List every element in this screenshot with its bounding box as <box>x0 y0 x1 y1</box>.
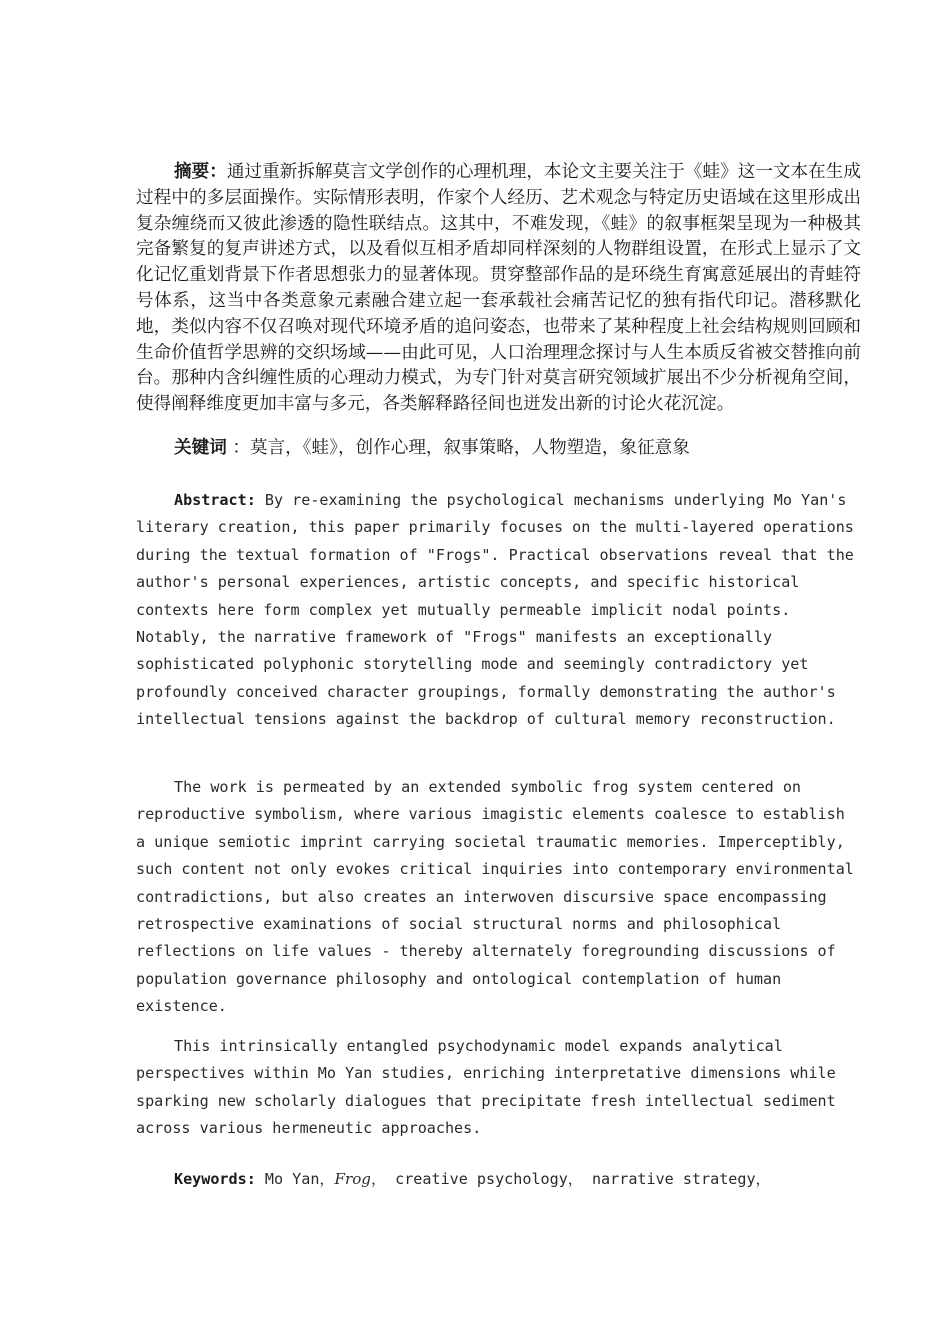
english-abstract-paragraph-1 <box>136 487 861 734</box>
english-abstract-text-1: By re-examining the psychological mechanisms underlying Mo Yan's literary creation, this paper primarily focuses on the multi-layered operations during the textual formation of "Frogs". Practical observations reveal that the author's personal experiences, artistic concepts, and specific historical contexts here form complex yet mutually permeable implicit nodal points. Notably, the narrative framework of "Frogs" manifests an exceptionally sophisticated polyphonic storytelling mode and seemingly contradictory yet profoundly conceived character groupings, formally demonstrating the author's intellectual tensions against the backdrop of cultural memory reconstruction. <box>136 491 854 729</box>
chinese-abstract <box>136 160 861 418</box>
chinese-abstract-text: 通过重新拆解莫言文学创作的心理机理，本论文主要关注于《蛙》这一文本在生成过程中的多层面操作。实际情形表明，作家个人经历、艺术观念与特定历史语域在这里形成出复杂缠绕而又彼此渗透的隐性联结点。这其中，不难发现，《蛙》的叙事框架呈现为一种极其完备繁复的复声讲述方式，以及看似互相矛盾却同样深刻的人物群组设置，在形式上显示了文化记忆重划背景下作者思想张力的显著体现。贯穿整部作品的是环绕生育寓意延展出的青蛙符号体系，这当中各类意象元素融合建立起一套承载社会痛苦记忆的独有指代印记。潜移默化地，类似内容不仅召唤对现代环境矛盾的追问姿态，也带来了某种程度上社会结构规则回顾和生命价值哲学思辨的交织场域——由此可见，人口治理理念探讨与人生本质反省被交替推向前台。那种内含纠缠性质的心理动力模式，为专门针对莫言研究领域扩展出不少分析视角空间，使得阐释维度更加丰富与多元，各类解释路径间也迸发出新的讨论火花沉淀。 <box>136 162 861 415</box>
english-keyword-1: Mo Yan， <box>255 1170 335 1188</box>
chinese-abstract-label: 摘要： <box>174 162 227 182</box>
english-keyword-rest: ， creative psychology， narrative strategy， <box>370 1170 771 1188</box>
chinese-keywords <box>136 436 861 462</box>
chinese-keywords-text: ：莫言，《蛙》，创作心理，叙事策略，人物塑造，象征意象 <box>226 438 690 458</box>
chinese-keywords-label: 关键词 <box>174 438 227 458</box>
english-abstract-paragraph-3: This intrinsically entangled psychodynamic model expands analytical perspectives within Mo Yan studies, enriching interpretative dimensions while sparking new scholarly dialogues that precipitate fresh intellectual sediment across various hermeneutic approaches. <box>136 1037 836 1138</box>
english-keywords <box>136 1166 861 1193</box>
english-abstract-paragraph-2: The work is permeated by an extended symbolic frog system centered on reproductive symbolism, where various imagistic elements coalesce to establish a unique semiotic imprint carrying societal traumatic memories. Imperceptibly, such content not only evokes critical inquiries into contemporary environmental contradictions, but also creates an interwoven discursive space encompassing retrospective examinations of social structural norms and philosophical reflections on life values - thereby alternately foregrounding discussions of population governance philosophy and ontological contemplation of human existence. <box>136 778 854 1016</box>
english-abstract-label: Abstract: <box>174 491 256 509</box>
english-keyword-frog: Frog <box>334 1170 371 1188</box>
english-keywords-label: Keywords: <box>174 1170 256 1188</box>
